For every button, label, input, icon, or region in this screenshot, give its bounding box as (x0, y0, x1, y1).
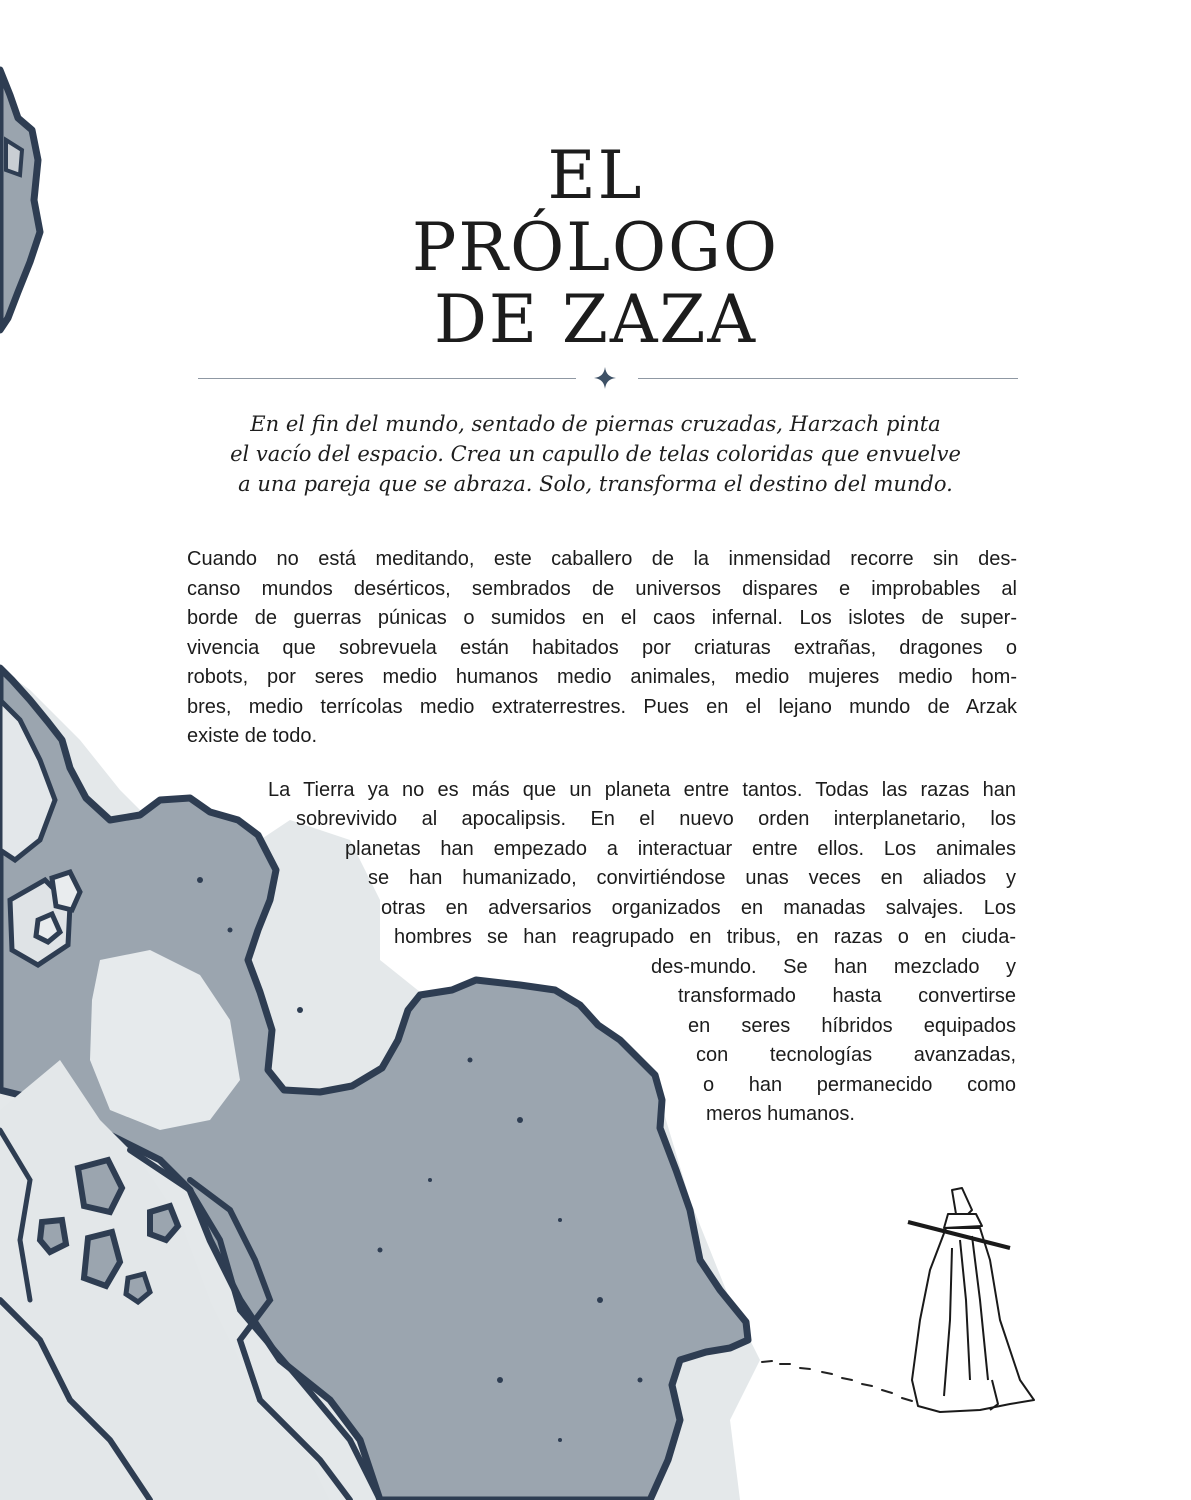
boulder (150, 1206, 178, 1240)
boulder (126, 1274, 150, 1302)
title-line-1: EL (547, 137, 644, 214)
paragraph-line: vivencia que sobrevuela están habitados por criaturas extrañas, dragones o (187, 636, 1017, 659)
paragraph-line: des-mundo. Se han mezclado y (651, 956, 1016, 978)
paragraph-line: hombres se han reagrupado en tribus, en razas o en ciuda- (394, 926, 1016, 948)
lead-line: el vacío del espacio. Crea un capullo de telas coloridas que envuelve (230, 442, 961, 466)
paragraph-line: planetas han empezado a interactuar entre ellos. Los animales (345, 838, 1016, 860)
body-paragraph-1 (187, 545, 1017, 752)
paragraph-line: transformado hasta convertirse (678, 985, 1016, 1007)
four-point-star-icon (594, 367, 616, 389)
paragraph-line: borde de guerras púnicas o sumidos en el caos infernal. Los islotes de super- (187, 607, 1017, 629)
divider-left (198, 378, 576, 379)
paragraph-line: La Tierra ya no es más que un planeta entre tantos. Todas las razas han (268, 779, 1016, 801)
boulder (36, 914, 60, 942)
paragraph-line: Cuando no está meditando, este caballero de la inmensidad recorre sin des- (187, 548, 1017, 570)
boulder (40, 1220, 66, 1252)
lead-paragraph (180, 409, 1011, 499)
paragraph-line: bres, medio terrícolas medio extraterrestres. Pues en el lejano mundo de Arzak (187, 695, 1017, 718)
paragraph-line: se han humanizado, convirtiéndose unas veces en aliados y (368, 867, 1016, 889)
lead-line: En el fin del mundo, sentado de piernas cruzadas, Harzach pinta (250, 412, 941, 436)
title-line-2: PRÓLOGO (412, 209, 779, 286)
divider-right (638, 378, 1018, 379)
paragraph-line: otras en adversarios organizados en manadas salvajes. Los (381, 897, 1016, 919)
page-title (0, 137, 1191, 358)
paragraph-line: con tecnologías avanzadas, (696, 1044, 1016, 1066)
lead-line: a una pareja que se abraza. Solo, transforma el destino del mundo. (238, 472, 953, 496)
paragraph-line: meros humanos. (706, 1103, 855, 1125)
paragraph-line: robots, por seres medio humanos medio animales, medio mujeres medio hom- (187, 666, 1017, 688)
paragraph-line: existe de todo. (187, 725, 318, 747)
footprint-trail (762, 1361, 912, 1401)
paragraph-line: canso mundos desérticos, sembrados de universos dispares e improbables al (187, 577, 1017, 600)
title-line-3: DE ZAZA (433, 281, 758, 358)
wanderer-figure (908, 1188, 1034, 1412)
paragraph-line: o han permanecido como (703, 1074, 1016, 1096)
paragraph-line: sobrevivido al apocalipsis. En el nuevo orden interplanetario, los (296, 808, 1016, 830)
paragraph-line: en seres híbridos equipados (688, 1015, 1016, 1037)
